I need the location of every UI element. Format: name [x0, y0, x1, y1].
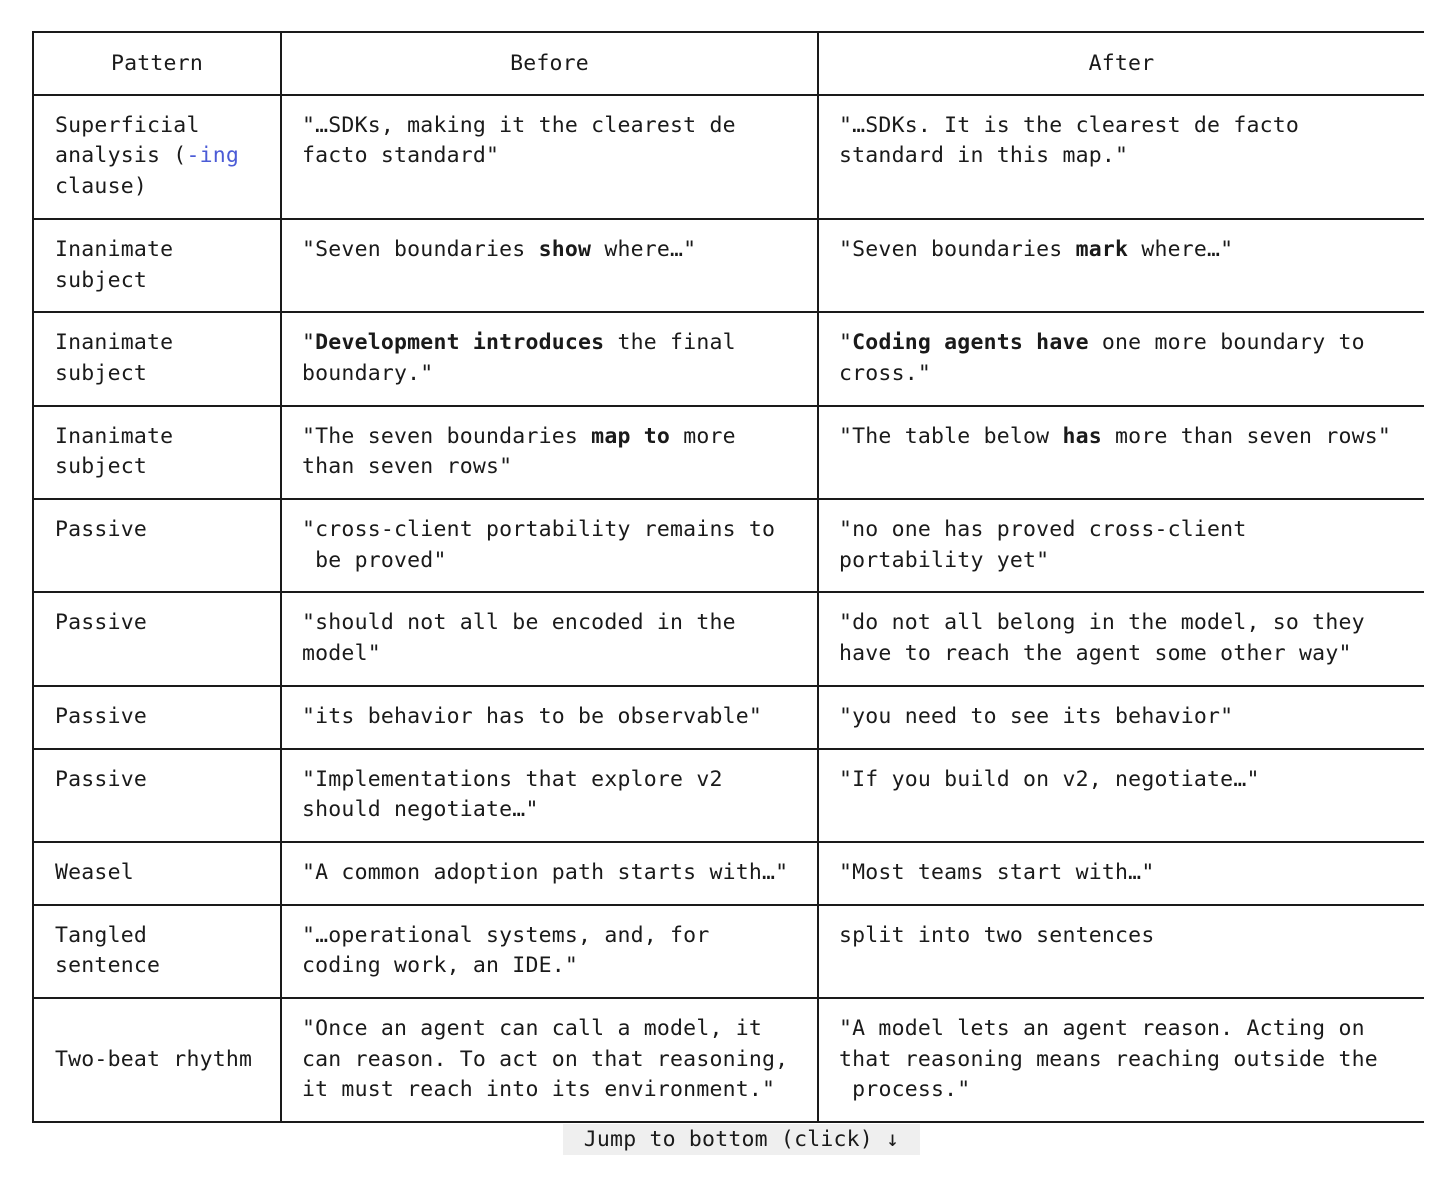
- table-row: [33, 998, 1424, 1122]
- after-text: more than seven rows": [1101, 423, 1392, 449]
- after-text: ": [839, 330, 853, 356]
- table-viewport[interactable]: [32, 31, 1424, 1154]
- pattern-cell: Tangled sentence: [33, 905, 281, 998]
- after-cell: split into two sentences: [818, 905, 1424, 998]
- before-text: where…": [591, 236, 697, 262]
- before-cell: "…SDKs, making it the clearest de facto standard": [281, 95, 818, 219]
- before-cell: [281, 312, 818, 405]
- table-row: [33, 842, 1424, 905]
- after-cell: [818, 312, 1424, 405]
- before-text: more than seven rows": [302, 423, 749, 480]
- before-cell: "should not all be encoded in the model": [281, 592, 818, 685]
- after-text: "The table below: [839, 423, 1063, 449]
- pattern-accent-text: -ing: [186, 143, 240, 169]
- before-cell: "Implementations that explore v2 should negotiate…": [281, 749, 818, 842]
- table-row: [33, 592, 1424, 685]
- before-text: the final boundary.": [302, 330, 749, 386]
- before-cell: "cross-client portability remains to be proved": [281, 499, 818, 592]
- before-cell: [281, 406, 818, 499]
- before-cell: "…operational systems, and, for coding work, an IDE.": [281, 905, 818, 998]
- before-text: "Seven boundaries: [302, 236, 539, 262]
- after-cell: "Most teams start with…": [818, 842, 1424, 905]
- after-emphasis: has: [1062, 423, 1102, 449]
- pattern-cell: Passive: [33, 499, 281, 592]
- table-row: [33, 499, 1424, 592]
- jump-to-bottom-button[interactable]: Jump to bottom (click) ↓: [563, 1124, 920, 1155]
- pattern-cell: Passive: [33, 592, 281, 685]
- pattern-cell: Inanimate subject: [33, 219, 281, 312]
- pattern-cell: Weasel: [33, 842, 281, 905]
- rewrite-patterns-table: [32, 31, 1424, 1123]
- table-row: [33, 219, 1424, 312]
- table-header-row: [33, 32, 1424, 95]
- after-text: "Seven boundaries: [839, 236, 1076, 262]
- table-row: [33, 95, 1424, 219]
- after-cell: [818, 219, 1424, 312]
- before-text: "The seven boundaries: [302, 423, 592, 449]
- after-cell: "you need to see its behavior": [818, 686, 1424, 749]
- table-row: [33, 686, 1424, 749]
- before-text: ": [302, 330, 316, 356]
- pattern-cell: [33, 95, 281, 219]
- pattern-cell: Inanimate subject: [33, 312, 281, 405]
- before-emphasis: Development introduces: [315, 330, 605, 356]
- after-cell: [818, 406, 1424, 499]
- pattern-cell: Passive: [33, 686, 281, 749]
- before-cell: "Once an agent can call a model, it can reason. To act on that reasoning, it must reach into its environment.": [281, 998, 818, 1122]
- table-row: [33, 749, 1424, 842]
- before-cell: [281, 219, 818, 312]
- pattern-cell: Inanimate subject: [33, 406, 281, 499]
- before-emphasis: show: [538, 236, 592, 262]
- before-cell: "A common adoption path starts with…": [281, 842, 818, 905]
- after-cell: "A model lets an agent reason. Acting on that reasoning means reaching outside the process.": [818, 998, 1424, 1122]
- after-text: one more boundary to cross.": [839, 330, 1378, 386]
- header-before: Before: [281, 32, 818, 95]
- pattern-text: Superficial analysis (: [55, 112, 200, 169]
- table-row: [33, 905, 1424, 998]
- header-after: After: [818, 32, 1424, 95]
- pattern-cell: Two-beat rhythm: [33, 998, 281, 1122]
- table-row: [33, 406, 1424, 499]
- after-cell: "do not all belong in the model, so they have to reach the agent some other way": [818, 592, 1424, 685]
- after-emphasis: mark: [1075, 236, 1129, 262]
- before-emphasis: map to: [591, 423, 671, 449]
- pattern-cell: Passive: [33, 749, 281, 842]
- after-emphasis: Coding agents have: [852, 330, 1089, 356]
- after-cell: "no one has proved cross-client portability yet": [818, 499, 1424, 592]
- after-cell: "…SDKs. It is the clearest de facto standard in this map.": [818, 95, 1424, 219]
- after-text: where…": [1128, 236, 1234, 262]
- before-cell: "its behavior has to be observable": [281, 686, 818, 749]
- header-pattern: Pattern: [33, 32, 281, 95]
- pattern-text: clause): [55, 174, 148, 200]
- table-row: [33, 312, 1424, 405]
- after-cell: "If you build on v2, negotiate…": [818, 749, 1424, 842]
